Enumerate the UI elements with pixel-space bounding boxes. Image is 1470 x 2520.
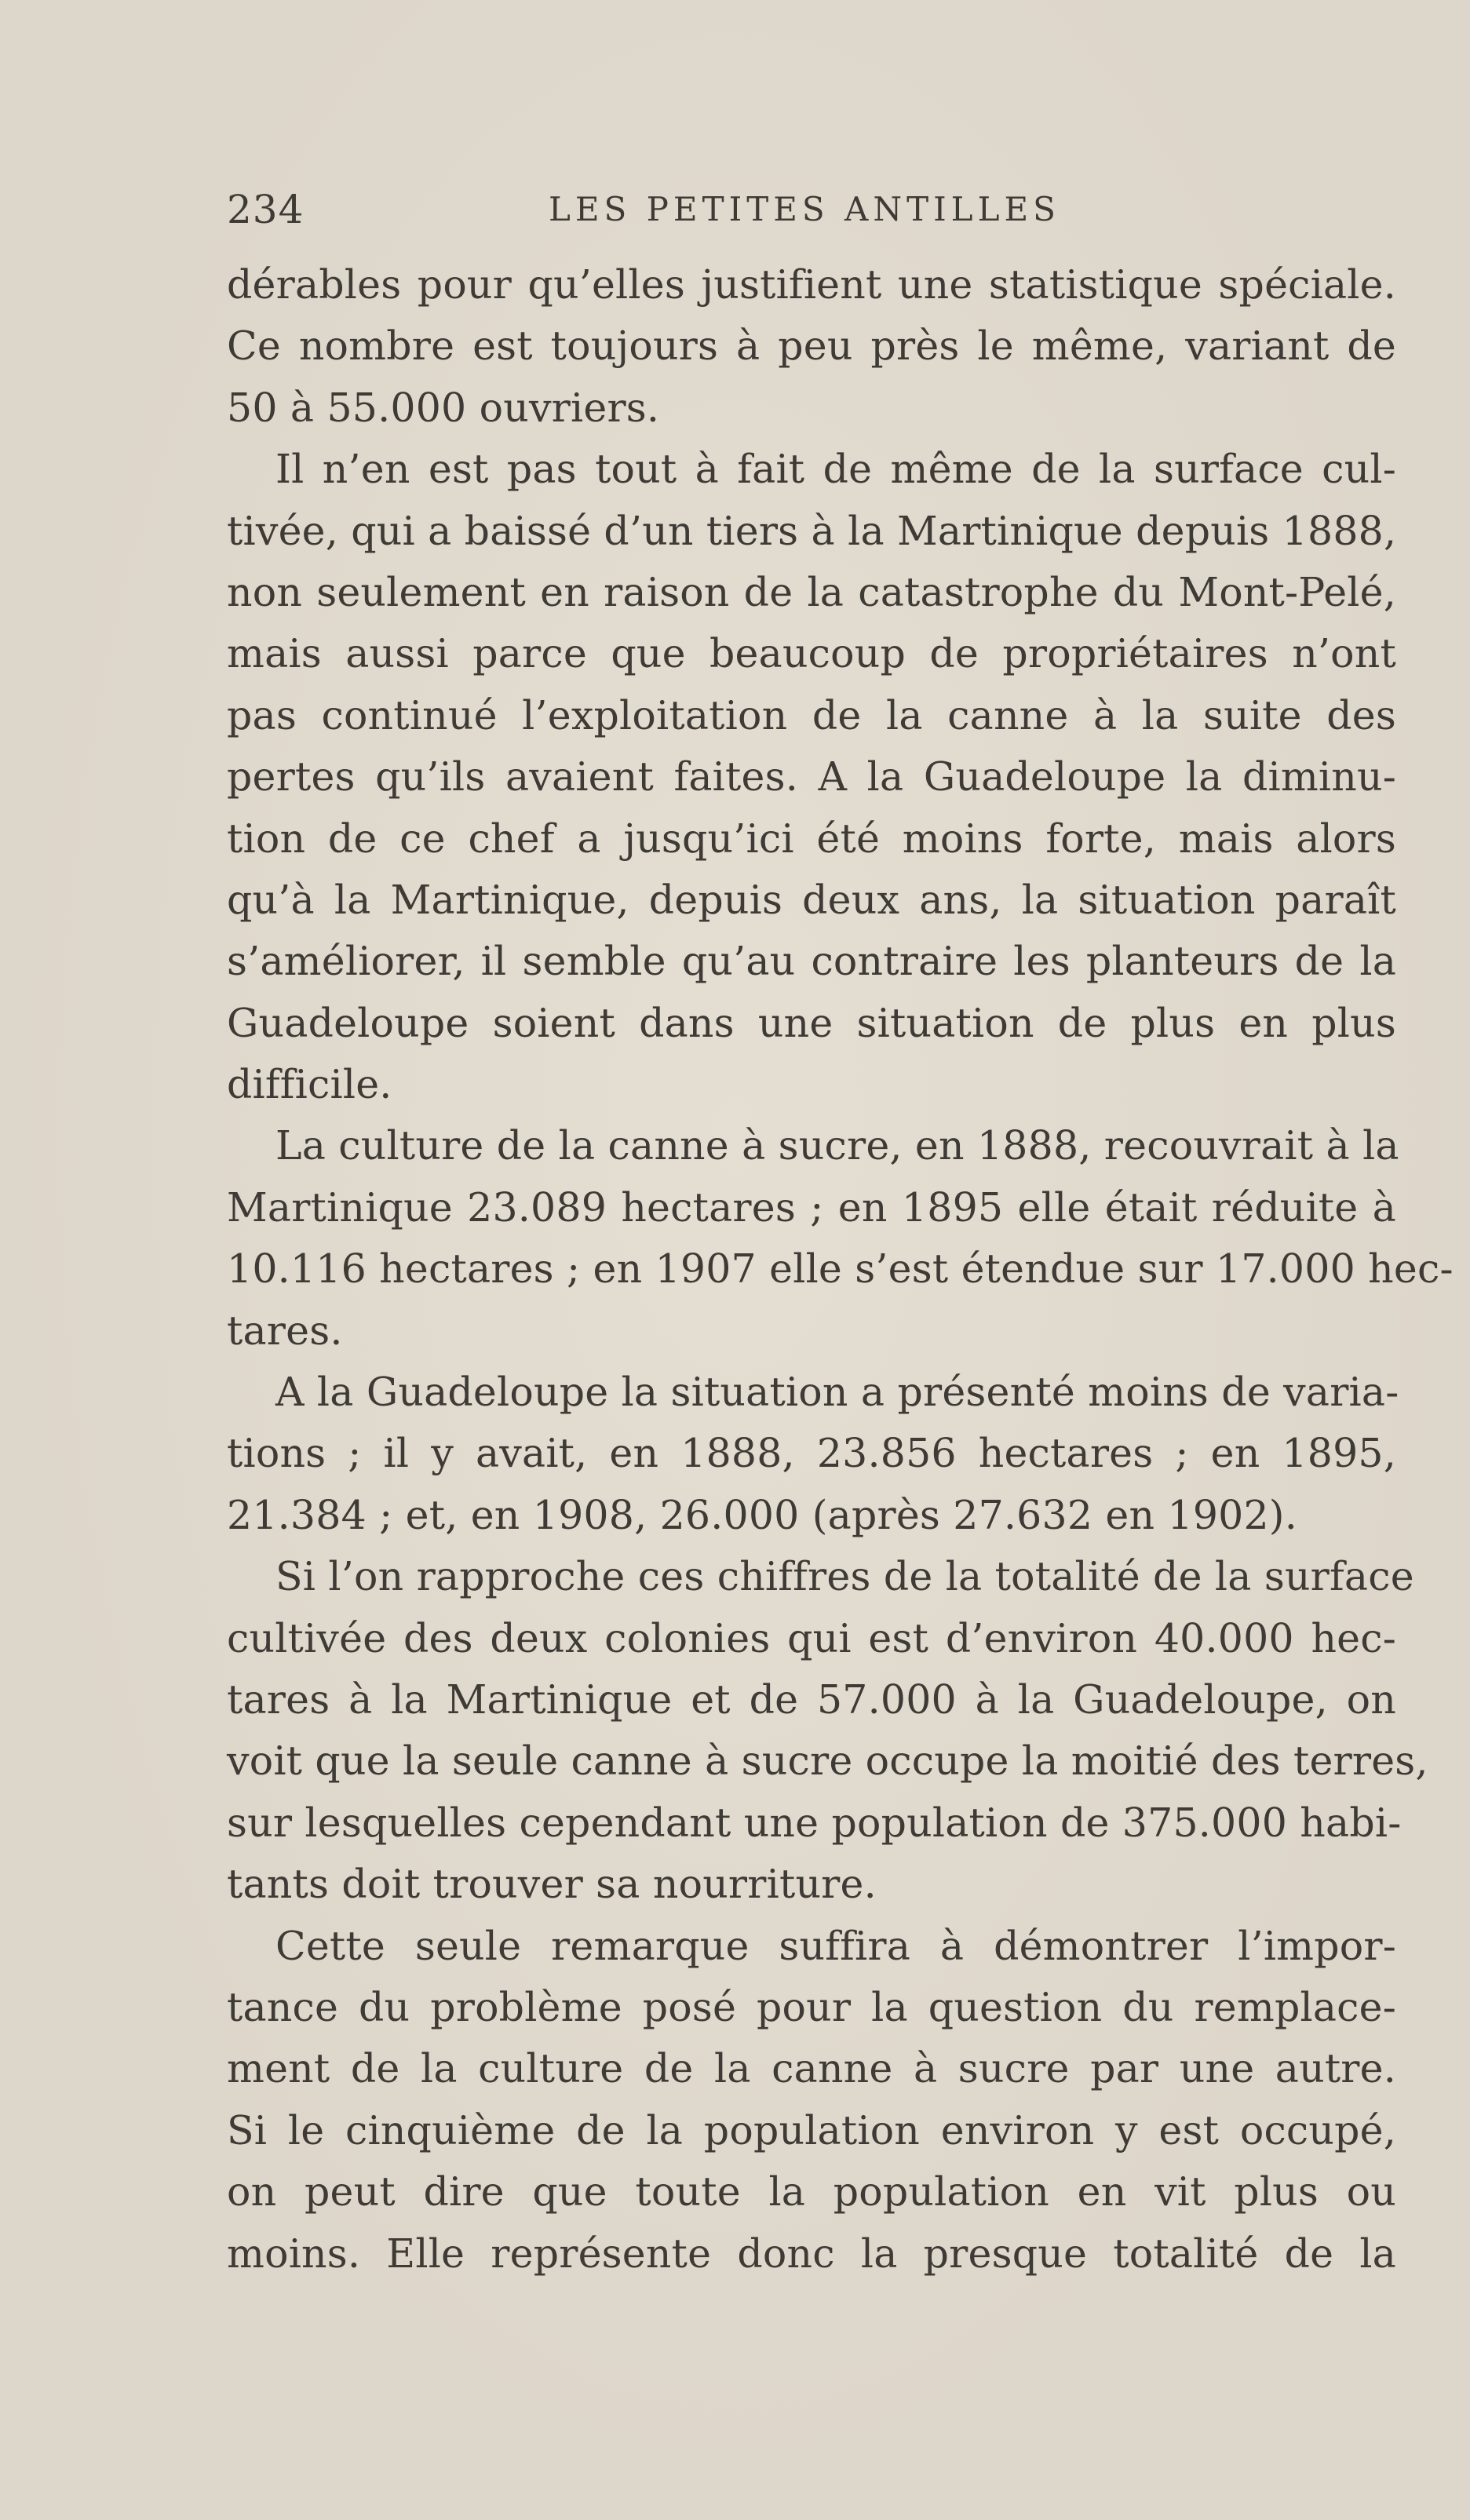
text-line: Si l’on rapproche ces chiffres de la totalité de la surface <box>275 1553 1414 1600</box>
text-line: Cette seule remarque suffira à démontrer l’impor- <box>275 1922 1396 1969</box>
text-line: ment de la culture de la canne à sucre par une autre. <box>227 2045 1396 2092</box>
page-number: 234 <box>227 187 305 232</box>
text-line: Guadeloupe soient dans une situation de plus en plus <box>227 999 1396 1046</box>
text-line: A la Guadeloupe la situation a présenté moins de varia- <box>275 1369 1399 1416</box>
text-line: cultivée des deux colonies qui est d’environ 40.000 hec- <box>227 1614 1396 1661</box>
text-line: tivée, qui a baissé d’un tiers à la Martinique depuis 1888, <box>227 507 1397 554</box>
text-line: on peut dire que toute la population en vit plus ou <box>227 2168 1396 2215</box>
text-line: voit que la seule canne à sucre occupe la moitié des terres, <box>227 1738 1428 1785</box>
text-line: dérables pour qu’elles justifient une statistique spéciale. <box>227 261 1396 308</box>
running-title: LES PETITES ANTILLES <box>549 190 1060 228</box>
text-line: pas continué l’exploitation de la canne à la suite des <box>227 691 1396 738</box>
text-line: pertes qu’ils avaient faites. A la Guadeloupe la diminu- <box>227 753 1396 800</box>
text-line: Si le cinquième de la population environ y est occupé, <box>227 2106 1396 2153</box>
text-line: Martinique 23.089 hectares ; en 1895 elle était réduite à <box>227 1183 1396 1231</box>
text-line: 21.384 ; et, en 1908, 26.000 (après 27.632 en 1902). <box>227 1491 1297 1538</box>
text-line: difficile. <box>227 1061 392 1108</box>
text-line: tants doit trouver sa nourriture. <box>227 1861 877 1908</box>
body-text <box>227 254 1454 2285</box>
text-line: 10.116 hectares ; en 1907 elle s’est étendue sur 17.000 hec- <box>227 1245 1454 1293</box>
text-line: s’améliorer, il semble qu’au contraire les planteurs de la <box>227 938 1396 985</box>
text-line: Ce nombre est toujours à peu près le même, variant de <box>227 323 1396 370</box>
text-line: tares à la Martinique et de 57.000 à la Guadeloupe, on <box>227 1676 1396 1723</box>
text-line: mais aussi parce que beaucoup de propriétaires n’ont <box>227 630 1396 677</box>
text-line: 50 à 55.000 ouvriers. <box>227 384 660 431</box>
text-line: tions ; il y avait, en 1888, 23.856 hectares ; en 1895, <box>227 1430 1396 1477</box>
text-line: qu’à la Martinique, depuis deux ans, la situation paraît <box>227 876 1396 923</box>
text-line: tares. <box>227 1307 343 1354</box>
text-line: La culture de la canne à sucre, en 1888, recouvrait à la <box>275 1122 1399 1169</box>
text-line: tion de ce chef a jusqu’ici été moins forte, mais alors <box>227 815 1396 862</box>
text-line: Il n’en est pas tout à fait de même de la surface cul- <box>275 446 1396 493</box>
page-header <box>227 182 1396 237</box>
text-line: sur lesquelles cependant une population de 375.000 habi- <box>227 1799 1402 1846</box>
text-line: tance du problème posé pour la question du remplace- <box>227 1983 1396 2030</box>
text-line: non seulement en raison de la catastrophe du Mont-Pelé, <box>227 568 1396 615</box>
text-line: moins. Elle représente donc la presque totalité de la <box>227 2230 1396 2277</box>
